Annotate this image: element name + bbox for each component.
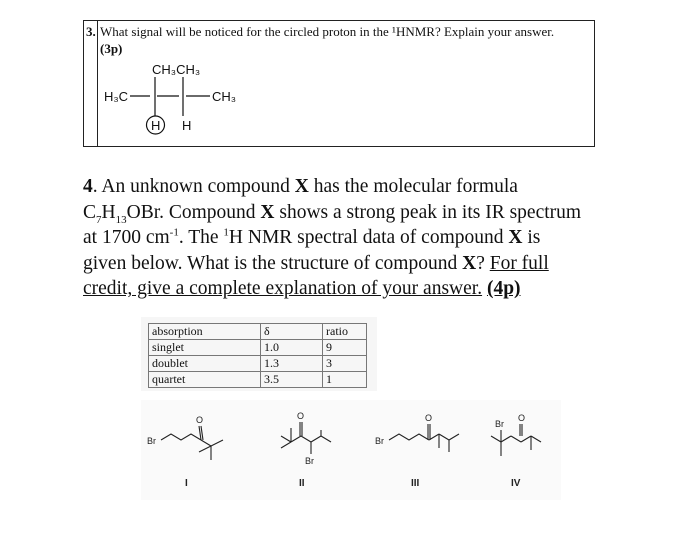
table-header-absorption: absorption [149, 324, 261, 340]
structure-1-skeleton [161, 426, 223, 460]
structure-4-o: O [518, 413, 526, 423]
structure-1-o: O [196, 415, 204, 425]
nmr-data-table [148, 323, 367, 388]
structure-1-br: Br [147, 436, 156, 446]
question-3-number: 3. [86, 24, 96, 39]
structure-4-br: Br [495, 419, 504, 429]
mol-left-label: H₃C [104, 89, 129, 104]
question-3-molecule [84, 21, 284, 146]
table-row [149, 340, 367, 356]
candidate-structures-drawing [141, 400, 561, 500]
mol-right-label: CH₃ [212, 89, 237, 104]
table-row [149, 356, 367, 372]
table-cell: quartet [149, 372, 261, 388]
table-cell: doublet [149, 356, 261, 372]
table-cell: 3 [323, 356, 367, 372]
mol-circled-h-label: H [151, 118, 161, 133]
table-header-ratio: ratio [323, 324, 367, 340]
structure-2-o: O [297, 411, 305, 421]
table-header-row [149, 324, 367, 340]
table-cell: singlet [149, 340, 261, 356]
structure-label-iii: III [411, 478, 420, 489]
question-3-text: What signal will be noticed for the circled proton in the ¹HNMR? Explain your answer. [100, 24, 555, 39]
table-header-delta: δ [261, 324, 323, 340]
table-cell: 9 [323, 340, 367, 356]
structure-label-ii: II [299, 478, 305, 489]
structure-label-i: I [185, 478, 188, 489]
structure-2-br: Br [305, 456, 314, 466]
question-4-line-2: $C_7H_{13}OBr$. Compound X shows a strong peak in its IR spectrum [83, 201, 582, 226]
question-4-number: 4 [83, 176, 93, 197]
question-4-text [83, 174, 643, 302]
structure-3-skeleton [389, 424, 459, 452]
candidate-structures [141, 400, 561, 500]
question-4-line-5: credit, give a complete explanation of your answer. (4p) [83, 278, 521, 300]
nmr-data-table-image [141, 317, 377, 391]
question-4-line-4: given below. What is the structure of compound X? For full [83, 252, 549, 274]
mol-top-label: CH₃CH₃ [152, 62, 201, 77]
question-3-points: (3p) [100, 41, 123, 56]
table-cell: 3.5 [261, 372, 323, 388]
mol-bottom-h-label: H [182, 118, 192, 133]
question-4-line-3: at 1700 $cm^{-1}$. The $^1$H NMR spectral data of compound X is [83, 226, 541, 249]
question-3-box [83, 20, 595, 147]
structure-3-br: Br [375, 436, 384, 446]
structure-2-skeleton [281, 422, 331, 454]
question-4-line-1: 4. An unknown compound X has the molecular formula [83, 176, 518, 197]
structure-label-iv: IV [511, 478, 521, 489]
table-row [149, 372, 367, 388]
table-cell: 1.0 [261, 340, 323, 356]
table-cell: 1.3 [261, 356, 323, 372]
structure-3-o: O [425, 413, 433, 423]
table-cell: 1 [323, 372, 367, 388]
